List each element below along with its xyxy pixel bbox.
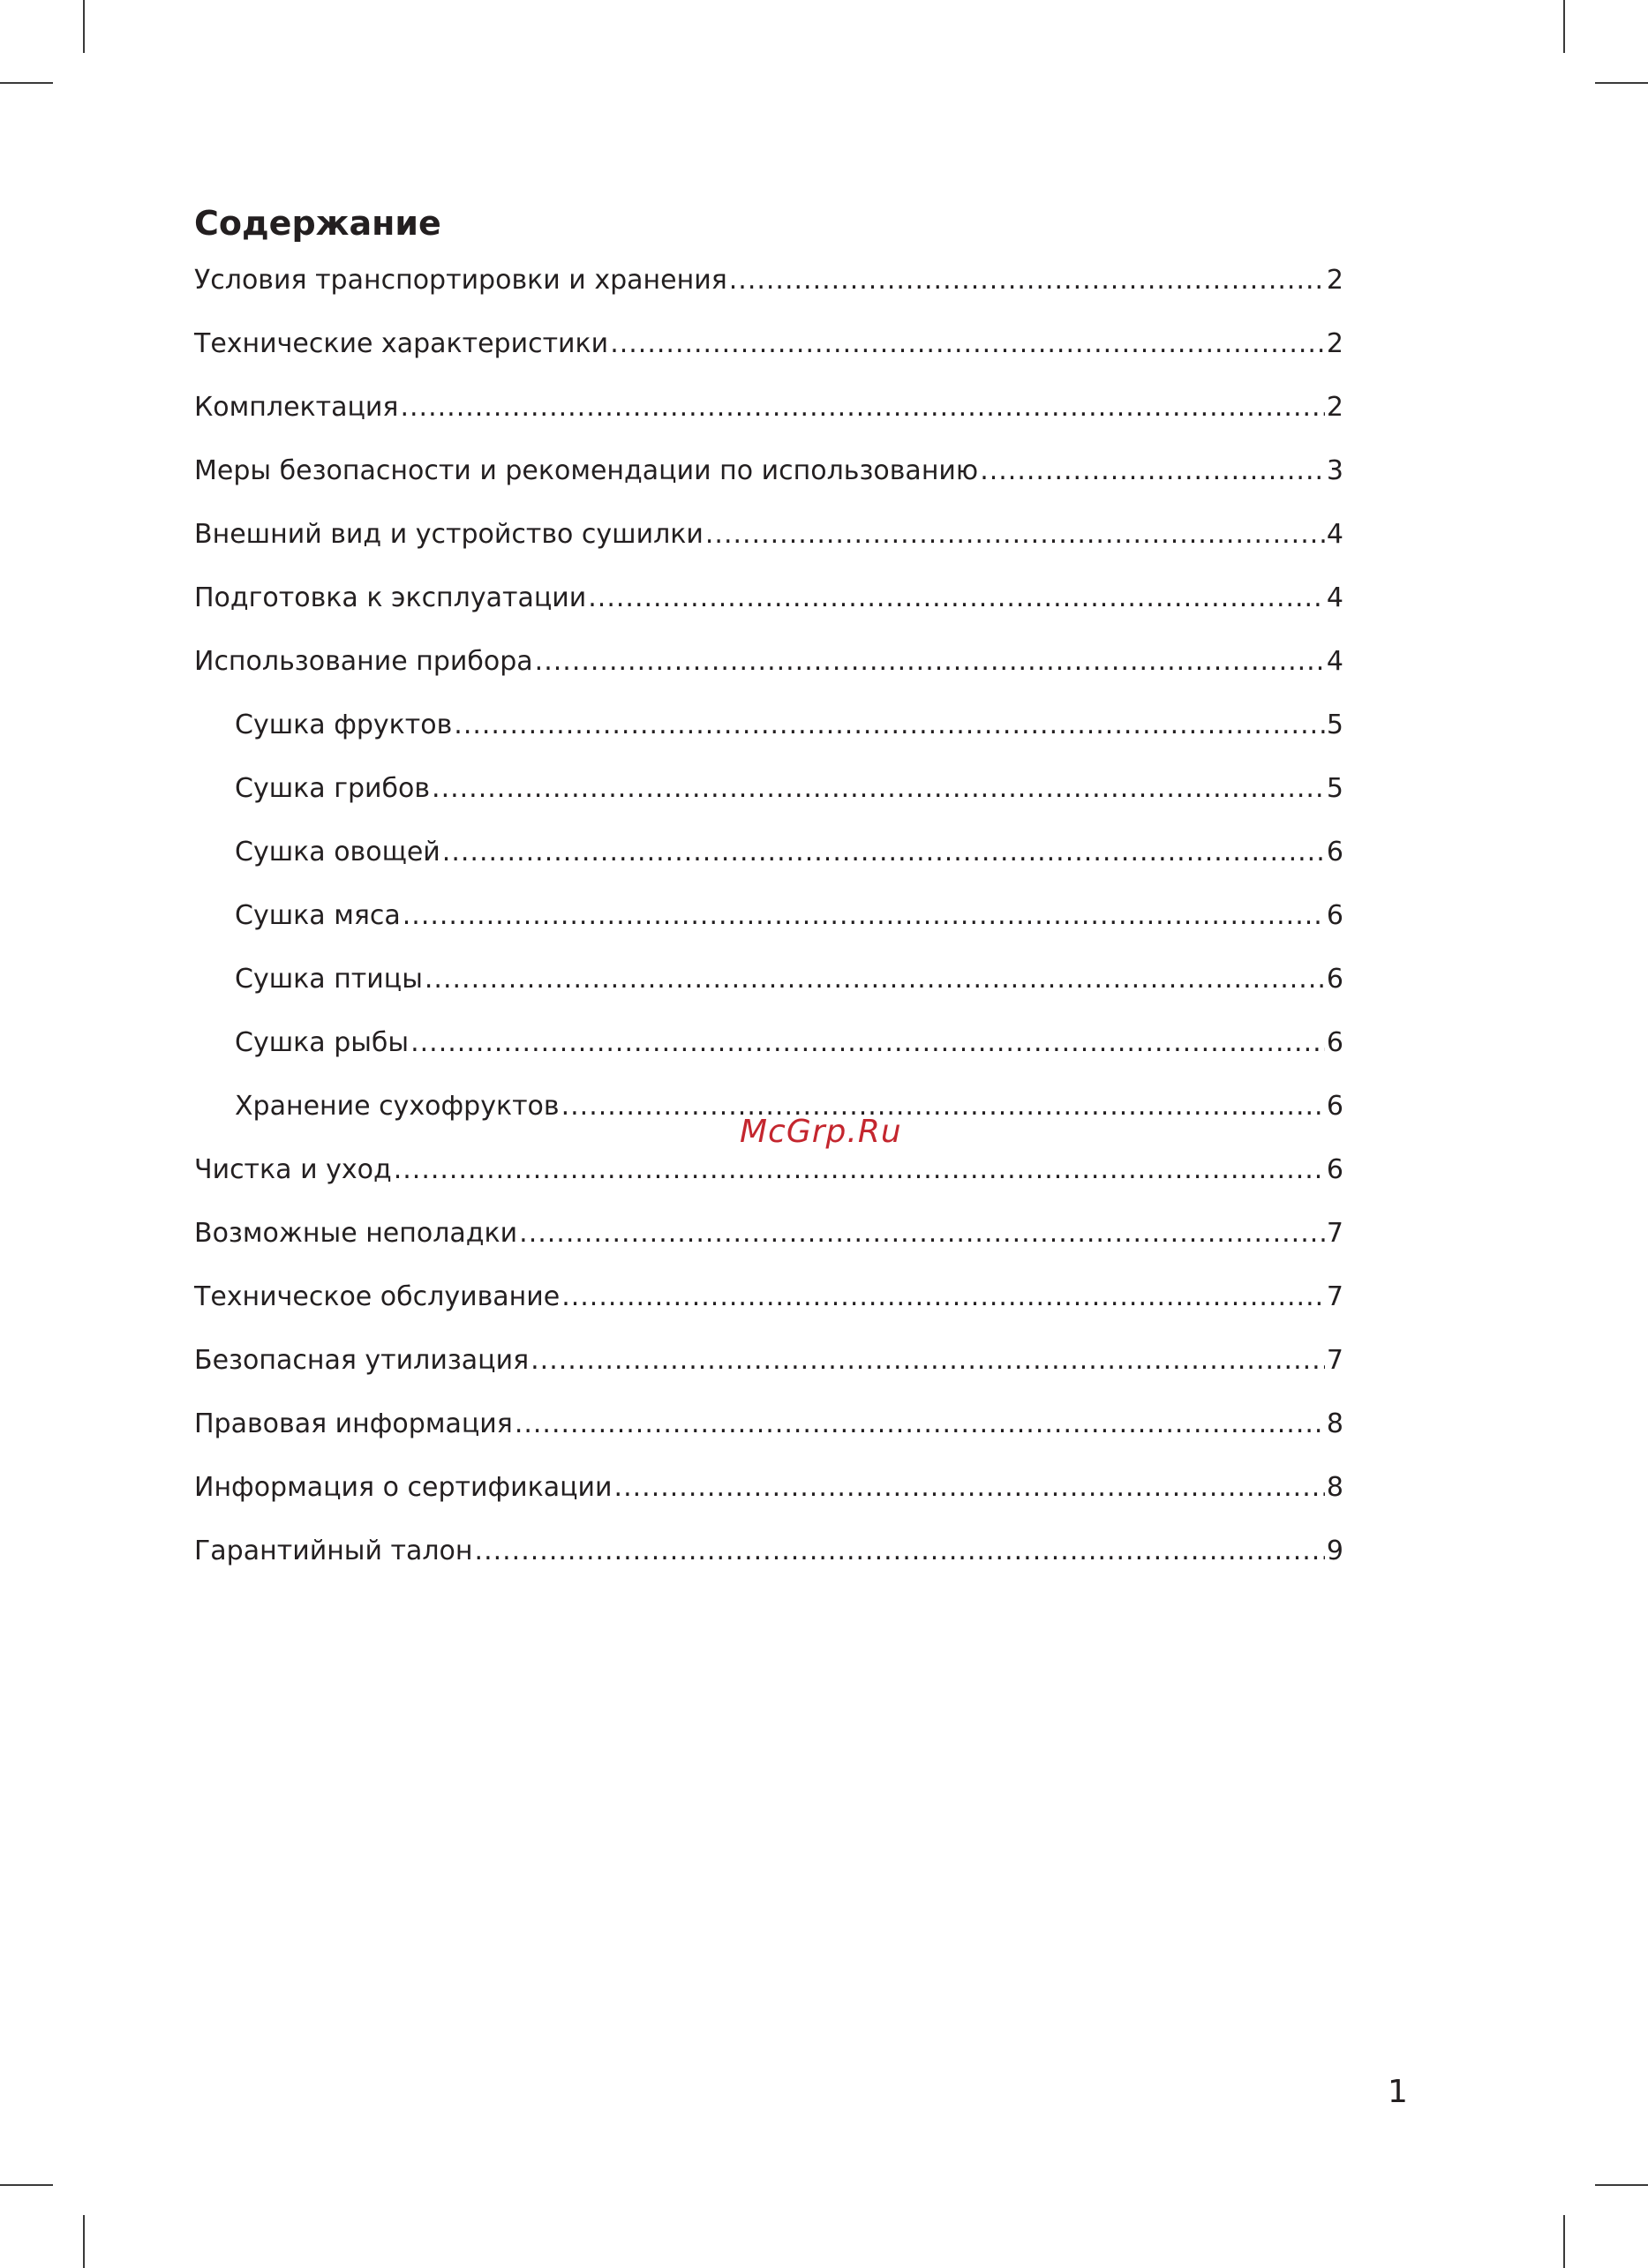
toc-entry[interactable] bbox=[194, 325, 1343, 388]
toc-leader-dots bbox=[614, 1468, 1325, 1507]
toc-entry-label: Правовая информация bbox=[194, 1408, 513, 1439]
toc-entry-label: Безопасная утилизация bbox=[194, 1345, 530, 1376]
toc-entry-label: Сушка рыбы bbox=[235, 1027, 410, 1058]
watermark-text: McGrp.Ru bbox=[740, 1114, 902, 1150]
toc-leader-dots bbox=[980, 452, 1325, 491]
toc-entry-page: 2 bbox=[1326, 328, 1343, 359]
toc-leader-dots bbox=[475, 1532, 1325, 1571]
toc-entry-label: Хранение сухофруктов bbox=[235, 1091, 560, 1122]
toc-leader-dots bbox=[400, 388, 1324, 427]
page-number: 1 bbox=[1388, 2074, 1408, 2110]
crop-mark-bottom-left-horizontal bbox=[0, 2184, 53, 2186]
toc-entry-label: Техническое обслуивание bbox=[194, 1281, 561, 1312]
toc-entry-label: Гарантийный талон bbox=[194, 1536, 473, 1566]
toc-leader-dots bbox=[515, 1405, 1325, 1444]
toc-entry-page: 2 bbox=[1326, 392, 1343, 423]
toc-entry[interactable] bbox=[194, 1405, 1343, 1468]
toc-entry-label: Сушка овощей bbox=[235, 837, 440, 867]
toc-subentry[interactable] bbox=[194, 706, 1343, 770]
toc-entry[interactable] bbox=[194, 1214, 1343, 1278]
toc-subentry[interactable] bbox=[194, 897, 1343, 960]
toc-entry-label: Сушка птицы bbox=[235, 964, 423, 995]
toc-entry-page: 6 bbox=[1326, 900, 1343, 931]
toc-leader-dots bbox=[519, 1214, 1325, 1253]
toc-leader-dots bbox=[535, 642, 1325, 681]
toc-entry-page: 8 bbox=[1326, 1472, 1343, 1503]
toc-list bbox=[194, 261, 1343, 1596]
toc-entry-page: 6 bbox=[1326, 837, 1343, 867]
toc-leader-dots bbox=[403, 897, 1325, 935]
toc-entry[interactable] bbox=[194, 1468, 1343, 1532]
toc-entry-label: Информация о сертификации bbox=[194, 1472, 613, 1503]
toc-leader-dots bbox=[561, 1087, 1325, 1126]
toc-leader-dots bbox=[531, 1341, 1325, 1380]
toc-entry-page: 3 bbox=[1326, 455, 1343, 486]
toc-entry-label: Комплектация bbox=[194, 392, 399, 423]
toc-entry[interactable] bbox=[194, 452, 1343, 515]
toc-entry-page: 4 bbox=[1326, 519, 1343, 550]
toc-entry-page: 6 bbox=[1326, 964, 1343, 995]
toc-subentry[interactable] bbox=[194, 770, 1343, 833]
toc-entry[interactable] bbox=[194, 1151, 1343, 1214]
toc-entry-page: 2 bbox=[1326, 265, 1343, 296]
toc-entry-page: 6 bbox=[1326, 1027, 1343, 1058]
toc-entry[interactable] bbox=[194, 388, 1343, 452]
toc-entry[interactable] bbox=[194, 642, 1343, 706]
toc-entry-label: Меры безопасности и рекомендации по использованию bbox=[194, 455, 979, 486]
toc-subentry[interactable] bbox=[194, 1024, 1343, 1087]
toc-leader-dots bbox=[410, 1024, 1325, 1063]
toc-title: Содержание bbox=[194, 204, 441, 243]
toc-entry-page: 4 bbox=[1326, 582, 1343, 613]
toc-entry-label: Внешний вид и устройство сушилки bbox=[194, 519, 704, 550]
toc-entry-label: Использование прибора bbox=[194, 646, 533, 677]
crop-mark-top-left-horizontal bbox=[0, 82, 53, 84]
toc-entry[interactable] bbox=[194, 1278, 1343, 1341]
toc-entry-page: 6 bbox=[1326, 1091, 1343, 1122]
toc-entry[interactable] bbox=[194, 1532, 1343, 1596]
toc-entry-page: 7 bbox=[1326, 1218, 1343, 1249]
toc-entry-page: 5 bbox=[1326, 773, 1343, 804]
table-of-contents bbox=[194, 201, 1343, 1596]
toc-leader-dots bbox=[425, 960, 1325, 999]
toc-entry-page: 5 bbox=[1326, 710, 1343, 740]
toc-leader-dots bbox=[561, 1278, 1325, 1317]
toc-entry-label: Сушка фруктов bbox=[235, 710, 453, 740]
crop-mark-bottom-right-vertical bbox=[1563, 2215, 1565, 2268]
toc-entry-label: Возможные неполадки bbox=[194, 1218, 518, 1249]
toc-subentry[interactable] bbox=[194, 833, 1343, 897]
toc-entry-page: 8 bbox=[1326, 1408, 1343, 1439]
toc-leader-dots bbox=[588, 579, 1325, 618]
toc-entry-label: Технические характеристики bbox=[194, 328, 609, 359]
toc-entry-label: Сушка мяса bbox=[235, 900, 401, 931]
crop-mark-top-right-horizontal bbox=[1595, 82, 1648, 84]
toc-entry[interactable] bbox=[194, 579, 1343, 642]
toc-leader-dots bbox=[729, 261, 1325, 300]
toc-entry-page: 6 bbox=[1326, 1154, 1343, 1185]
crop-mark-top-left-vertical bbox=[83, 0, 85, 53]
toc-entry-page: 4 bbox=[1326, 646, 1343, 677]
crop-mark-top-right-vertical bbox=[1563, 0, 1565, 53]
toc-entry-label: Подготовка к эксплуатации bbox=[194, 582, 587, 613]
toc-entry-label: Сушка грибов bbox=[235, 773, 431, 804]
toc-entry[interactable] bbox=[194, 515, 1343, 579]
toc-entry-page: 9 bbox=[1326, 1536, 1343, 1566]
toc-entry[interactable] bbox=[194, 261, 1343, 325]
toc-leader-dots bbox=[454, 706, 1325, 745]
crop-mark-bottom-right-horizontal bbox=[1595, 2184, 1648, 2186]
toc-leader-dots bbox=[442, 833, 1325, 872]
toc-leader-dots bbox=[705, 515, 1325, 554]
crop-mark-bottom-left-vertical bbox=[83, 2215, 85, 2268]
toc-entry-label: Чистка и уход bbox=[194, 1154, 392, 1185]
toc-entry-label: Условия транспортировки и хранения bbox=[194, 265, 727, 296]
toc-leader-dots bbox=[432, 770, 1325, 808]
toc-leader-dots bbox=[394, 1151, 1325, 1190]
toc-leader-dots bbox=[610, 325, 1325, 364]
toc-entry-page: 7 bbox=[1326, 1345, 1343, 1376]
toc-entry-page: 7 bbox=[1326, 1281, 1343, 1312]
toc-subentry[interactable] bbox=[194, 960, 1343, 1024]
toc-entry[interactable] bbox=[194, 1341, 1343, 1405]
